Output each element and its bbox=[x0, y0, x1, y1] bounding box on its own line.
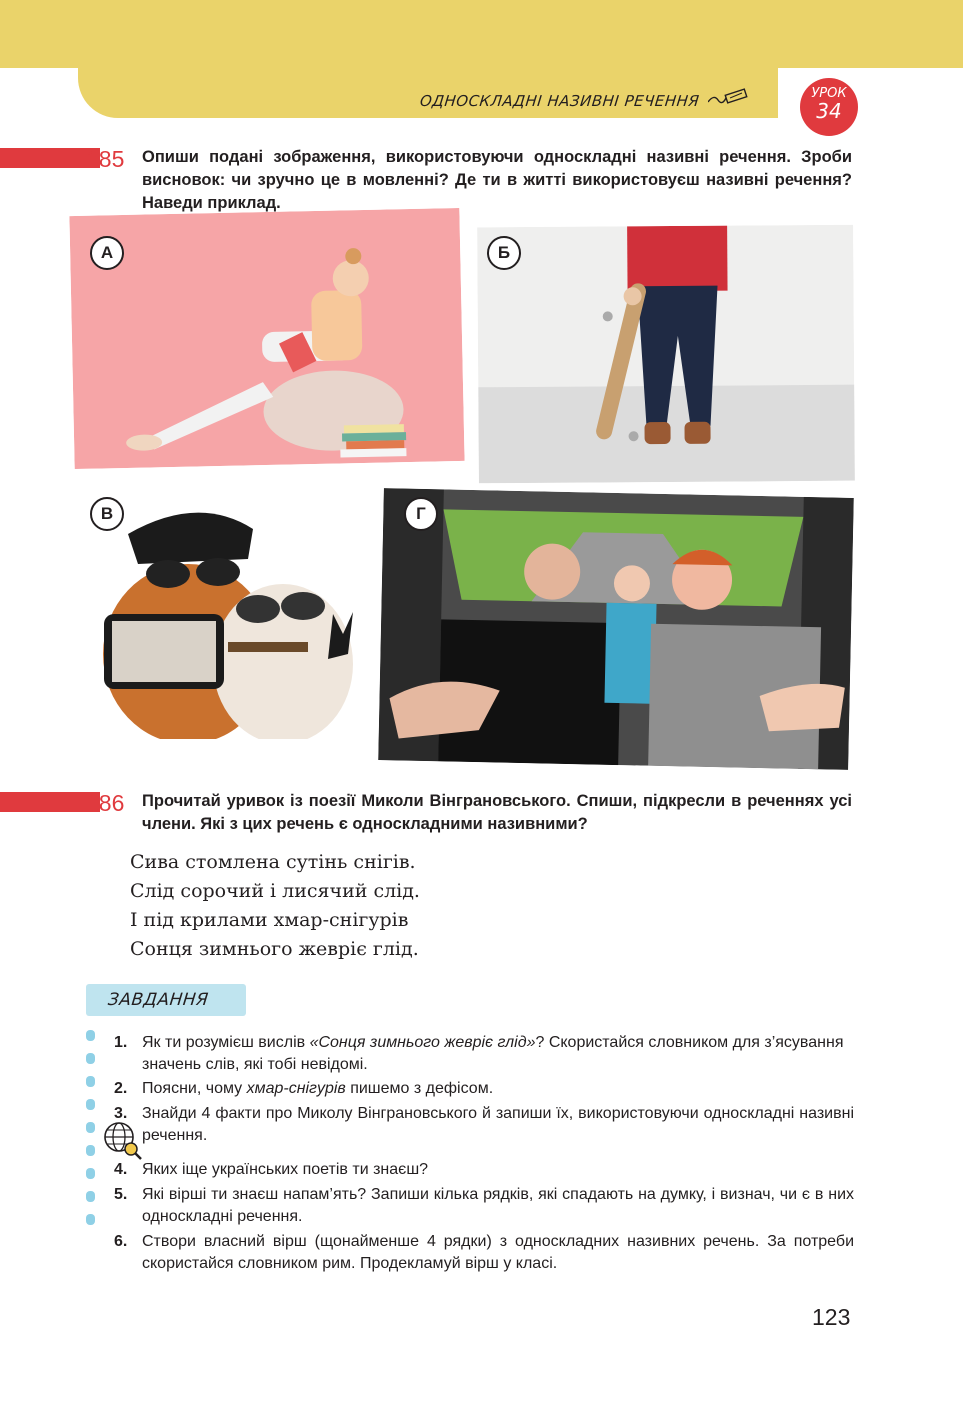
tasks-header: ЗАВДАННЯ bbox=[106, 990, 210, 1010]
lesson-word: УРОК bbox=[811, 86, 847, 101]
task-text: Яких іще українських поетів ти знаєш? bbox=[142, 1161, 429, 1178]
bullet-dot bbox=[86, 1191, 95, 1202]
bullet-dot bbox=[86, 1168, 95, 1179]
task-number: 6. bbox=[114, 1233, 128, 1250]
bullet-dot bbox=[86, 1053, 95, 1064]
exercise-text-185: Опиши подані зображення, використовуючи односкладні називні речення. Зроби висновок: чи зручно це в мовленні? Де ти в житті використовуєш називні речення? Наведи приклад. bbox=[142, 148, 852, 212]
lesson-badge bbox=[800, 78, 858, 136]
task-term: хмар-снігурів bbox=[246, 1080, 346, 1097]
page-number: 123 bbox=[812, 1304, 851, 1330]
bullet-dot bbox=[86, 1145, 95, 1156]
task-text: Поясни, чому bbox=[142, 1080, 247, 1097]
lesson-number: 34 bbox=[816, 99, 842, 123]
task-item-5 bbox=[114, 1184, 854, 1228]
task-text: Як ти розумієш вислів bbox=[142, 1034, 310, 1051]
exercise-text-186: Прочитай уривок із поезії Миколи Вінграновського. Спиши, підкресли в реченнях усі члени. Які з цих речень є односкладними називними? bbox=[142, 792, 852, 833]
image-a-girl-reading bbox=[69, 208, 464, 469]
poem-line: Слід сорочий і лисячий слід. bbox=[130, 880, 420, 902]
image-label-g: Г bbox=[404, 497, 438, 531]
exercise-marker bbox=[0, 148, 100, 168]
task-item-6 bbox=[114, 1231, 854, 1275]
task-number: 4. bbox=[114, 1161, 128, 1178]
task-text: Знайди 4 факти про Миколу Вінграновського й запиши їх, використовуючи односкладні називні речення. bbox=[142, 1105, 854, 1144]
task-number: 2. bbox=[114, 1080, 128, 1097]
poem-line: І під крилами хмар-снігурів bbox=[130, 909, 409, 931]
poem-line: Сива стомлена сутінь снігів. bbox=[130, 851, 416, 873]
exercise-marker bbox=[0, 792, 100, 812]
task-number: 1. bbox=[114, 1034, 128, 1051]
task-item-2 bbox=[114, 1078, 854, 1100]
image-b-skateboarder bbox=[477, 225, 855, 484]
image-label-v: В bbox=[90, 497, 124, 531]
bullet-dot bbox=[86, 1099, 95, 1110]
bullet-dot bbox=[86, 1122, 95, 1133]
task-quote: «Сонця зимнього жевріє глід» bbox=[309, 1034, 536, 1051]
bullet-dot bbox=[86, 1030, 95, 1041]
exercise-number-185: 185 bbox=[86, 146, 125, 172]
task-text: пишемо з дефісом. bbox=[345, 1080, 494, 1097]
exercise-number-186: 186 bbox=[86, 790, 125, 816]
poem-line: Сонця зимнього жевріє глід. bbox=[130, 938, 419, 960]
task-text: Які вірші ти знаєш напам’ять? Запиши кілька рядків, які спадають на думку, і визнач, чи є в них односкладні речення. bbox=[142, 1186, 854, 1225]
bullet-dot bbox=[86, 1214, 95, 1225]
task-text: ? Скористайся словником для з’ясування значень слів, які тобі невідомі. bbox=[142, 1034, 844, 1073]
image-label-b: Б bbox=[487, 236, 521, 270]
task-item-1 bbox=[114, 1032, 854, 1076]
image-g-car-passengers bbox=[378, 488, 854, 770]
task-dots bbox=[86, 1030, 96, 1237]
section-title: ОДНОСКЛАДНІ НАЗИВНІ РЕЧЕННЯ bbox=[419, 92, 701, 110]
bullet-dot bbox=[86, 1076, 95, 1087]
task-number: 5. bbox=[114, 1186, 128, 1203]
poem bbox=[130, 848, 420, 964]
task-item-4 bbox=[114, 1159, 854, 1181]
task-text: Створи власний вірш (щонайменше 4 рядки) з односкладних називних речень. За потреби скористайся словником рим. Продекламуй вірш у класі. bbox=[142, 1233, 854, 1272]
pen-icon bbox=[708, 88, 752, 108]
task-item-3 bbox=[114, 1103, 854, 1147]
task-number: 3. bbox=[114, 1105, 128, 1122]
image-label-a: А bbox=[90, 236, 124, 270]
image-v-dog-cat-selfie bbox=[78, 494, 368, 739]
